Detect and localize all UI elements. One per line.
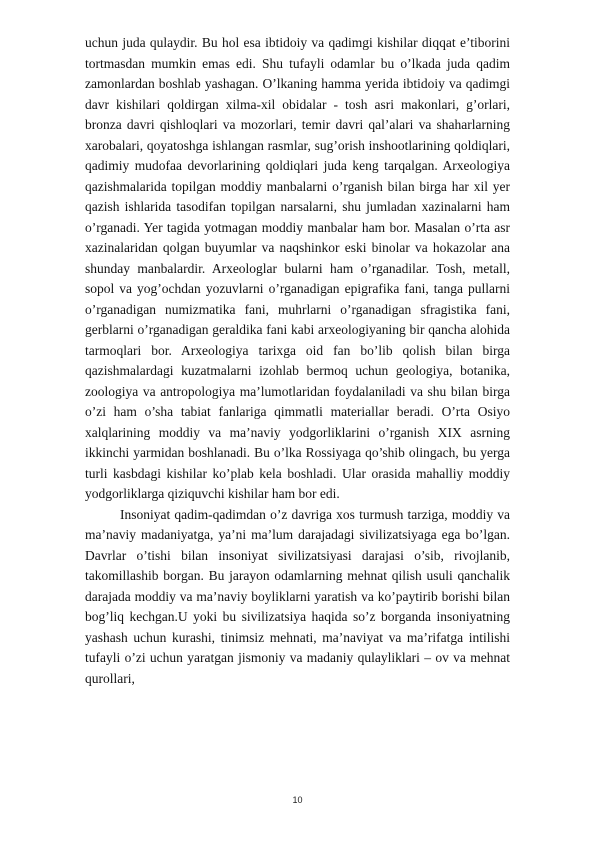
- paragraph-2: Insoniyat qadim-qadimdan o’z davriga xos turmush tarziga, moddiy va ma’naviy madaniyatga, ya’ni ma’lum darajadagi sivilizatsiyaga ega bo’lgan. Davrlar o’tishi bilan insoniyat sivilizatsiyasi darajasi o’sib, rivojlanib, takomillashib borgan. Bu jarayon odamlarning mehnat qilish usuli qanchalik darajada moddiy va ma’naviy boyliklarni yaratish va ko’paytirib borishi bilan bog’liq kechgan.U yoki bu sivilizatsiya haqida so’z borganda insoniyatning yashash uchun kurashi, tinimsiz mehnati, ma’naviyat va ma’rifatga intilishi tufayli o’zi uchun yaratgan jismoniy va madaniy qulayliklari – ov va mehnat qurollari,: [85, 506, 510, 686]
- document-body: [85, 33, 510, 689]
- paragraph-1: uchun juda qulaydir. Bu hol esa ibtidoiy va qadimgi kishilar diqqat e’tiborini tortmasdan mumkin emas edi. Shu tufayli odamlar bu o’lkada juda qadim zamonlardan boshlab yashagan. O’lkaning hamma yerida ibtidoiy va qadimgi davr kishilari qoldirgan xilma-xil obidalar - tosh asri makonlari, g’orlari, bronza davri qishloqlari va mozorlari, temir davri qal’alari va shaharlarning xarobalari, qoyatoshga ishlangan rasmlar, sug’orish inshootlarining qoldiqlari, qadimiy mudofaa devorlarining qoldiqlari juda keng tarqalgan. Arxeologiya qazishmalarida topilgan moddiy manbalarni o’rganish bilan birga har xil yer qazish ishlarida tasodifan topilgan narsalarni, shu jumladan xazinalarni ham o’rganadi. Yer tagida yotmagan moddiy manbalar ham bor. Masalan o’rta asr xazinalaridan qolgan buyumlar va naqshinkor eski binolar va hokazolar ana shunday manbalardir. Arxeologlar bularni ham o’rganadilar. Tosh, metall, sopol va yog’ochdan yozuvlarni o’rganadigan epigrafika fani, tanga pullarni o’rganadigan numizmatika fani, muhrlarni o’rganadigan sfragistika fani, gerblarni o’rganadigan geraldika fani kabi arxeologiyaning bir qancha alohida tarmoqlari bor. Arxeologiya tarixga oid fan bo’lib qolish bilan birga qazishmalardagi kuzatmalarni izohlab bermoq uchun geologiya, botanika, zoologiya va antropologiya ma’lumotlaridan foydalaniladi va shu bilan birga o’zi ham o’sha tabiat fanlariga qimmatli materiallar beradi. O’rta Osiyo xalqlarining moddiy va ma’naviy yodgorliklarini o’rganish XIX asrning ikkinchi yarmidan boshlanadi. Bu o’lka Rossiyaga qo’shib olingach, bu yerga turli kasbdagi kishilar ko’plab kela boshladi. Ular orasida mahalliy moddiy yodgorliklarga qiziquvchi kishilar ham bor edi.: [85, 35, 510, 501]
- page-number: 10: [292, 795, 303, 805]
